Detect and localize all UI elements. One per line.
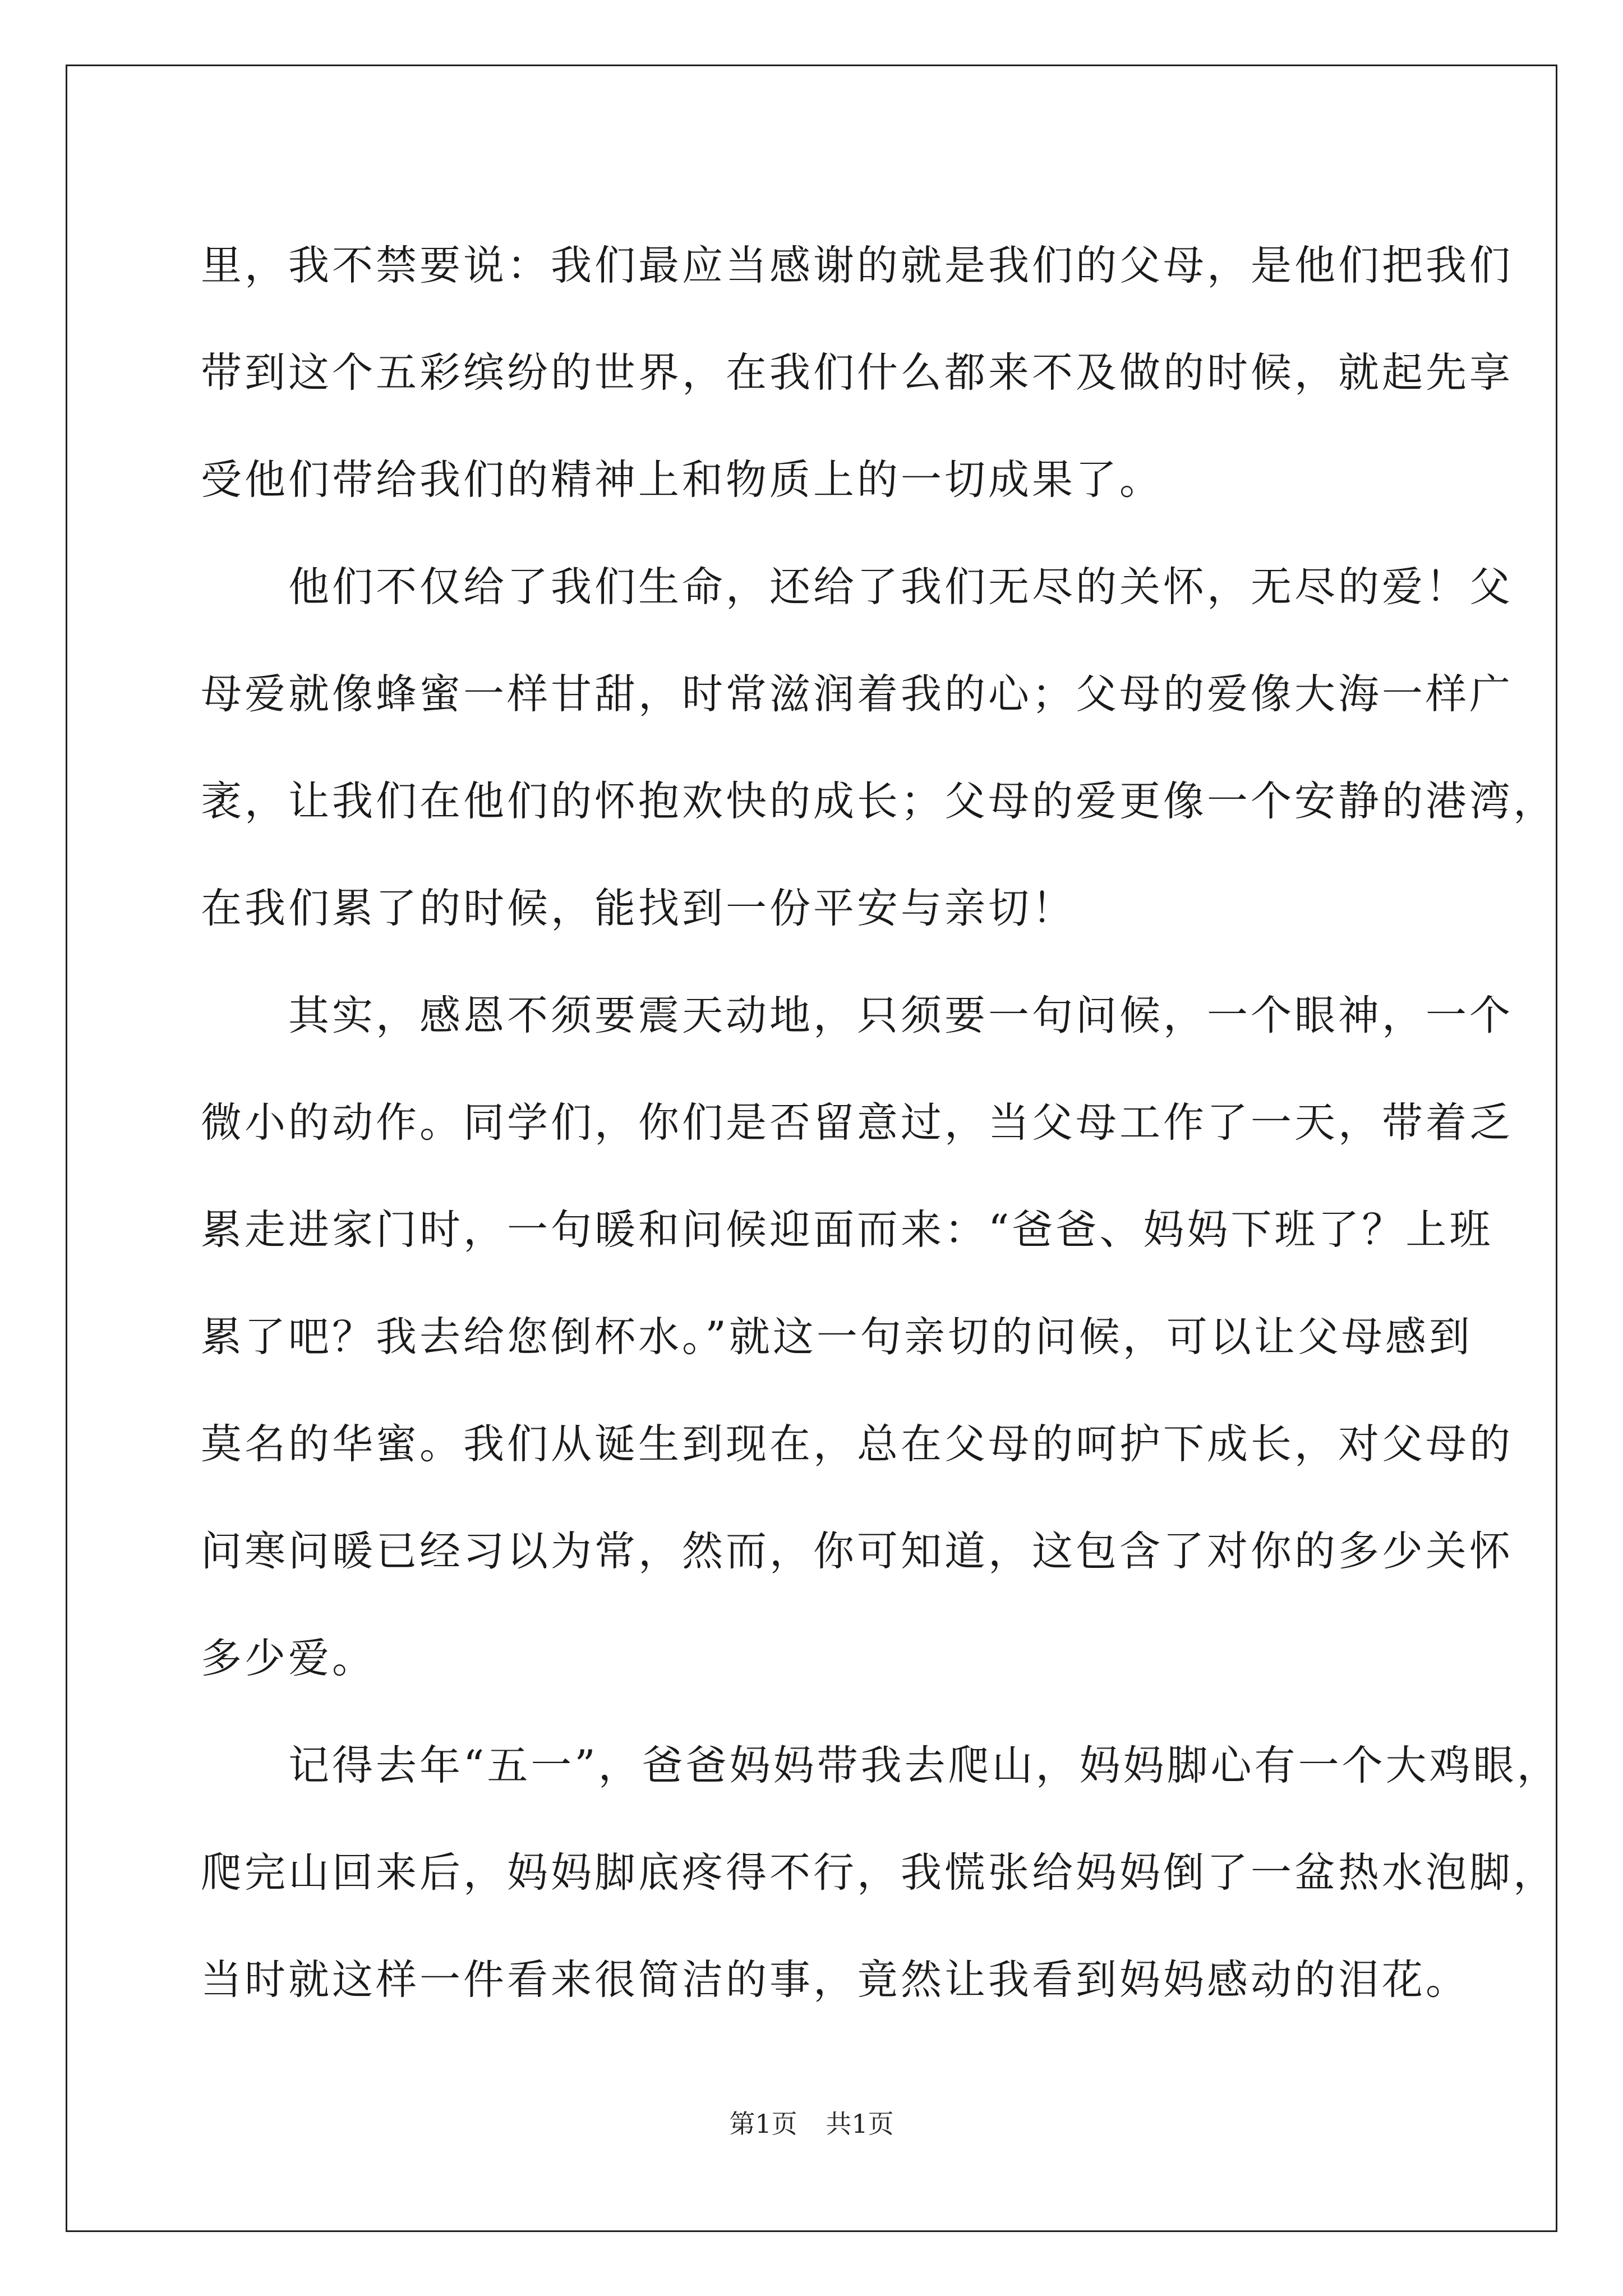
text-line: 莫名的华蜜。我们从诞生到现在，总在父母的呵护下成长，对父母的 bbox=[201, 1420, 1513, 1468]
text-line: 当时就这样一件看来很简洁的事，竟然让我看到妈妈感动的泪花。 bbox=[201, 1956, 1469, 2004]
text-line: 带到这个五彩缤纷的世界，在我们什么都来不及做的时候，就起先享 bbox=[201, 349, 1513, 397]
text-line: 在我们累了的时候，能找到一份平安与亲切！ bbox=[201, 885, 1076, 932]
text-line: 其实，感恩不须要震天动地，只须要一句问候，一个眼神，一个 bbox=[201, 992, 1513, 1039]
text-line: 多少爱。 bbox=[201, 1635, 376, 1682]
page-number-total: 共1页 bbox=[826, 2109, 894, 2139]
text-line: 受他们带给我们的精神上和物质上的一切成果了。 bbox=[201, 456, 1163, 504]
page-footer bbox=[0, 2104, 1623, 2141]
text-line: 累了吧？我去给您倒杯水。”就这一句亲切的问候，可以让父母感到 bbox=[201, 1313, 1473, 1361]
text-line: 累走进家门时，一句暖和问候迎面而来：“爸爸、妈妈下班了？上班 bbox=[201, 1206, 1493, 1254]
paragraph-1 bbox=[201, 212, 1513, 533]
text-line: 问寒问暖已经习以为常，然而，你可知道，这包含了对你的多少关怀 bbox=[201, 1527, 1513, 1575]
text-line: 他们不仅给了我们生命，还给了我们无尽的关怀，无尽的爱！父 bbox=[201, 563, 1513, 611]
text-line: 里，我不禁要说：我们最应当感谢的就是我们的父母，是他们把我们 bbox=[201, 242, 1513, 289]
text-line: 母爱就像蜂蜜一样甘甜，时常滋润着我的心；父母的爱像大海一样广 bbox=[201, 670, 1513, 718]
text-line: 爬完山回来后，妈妈脚底疼得不行，我慌张给妈妈倒了一盆热水泡脚， bbox=[201, 1849, 1557, 1897]
page-number-current: 第1页 bbox=[729, 2109, 797, 2139]
text-line: 微小的动作。同学们，你们是否留意过，当父母工作了一天，带着乏 bbox=[201, 1099, 1513, 1147]
text-line: 记得去年“五一”，爸爸妈妈带我去爬山，妈妈脚心有一个大鸡眼， bbox=[201, 1742, 1561, 1789]
text-line: 袤，让我们在他们的怀抱欢快的成长；父母的爱更像一个安静的港湾， bbox=[201, 777, 1557, 825]
paragraph-3 bbox=[201, 962, 1513, 1712]
document-body bbox=[201, 212, 1561, 2033]
paragraph-2 bbox=[201, 533, 1557, 962]
paragraph-4 bbox=[201, 1712, 1561, 2033]
